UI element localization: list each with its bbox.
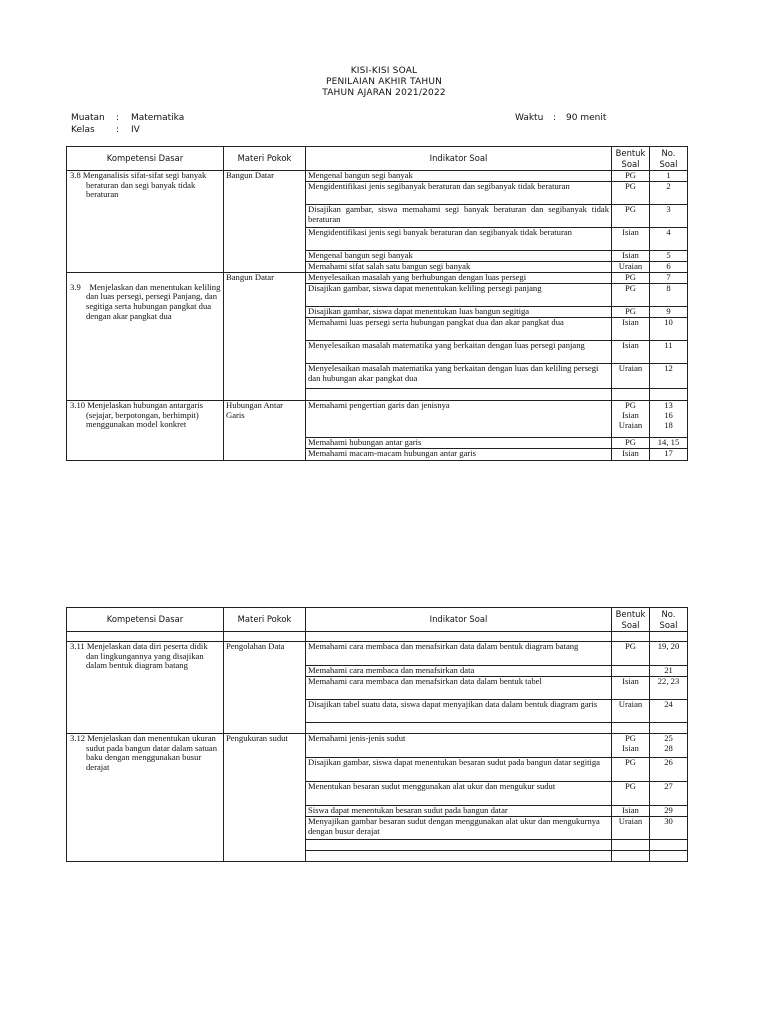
header-no: No. Soal bbox=[650, 608, 688, 632]
bentuk-cell: Isian bbox=[612, 677, 650, 700]
no-cell: 26 bbox=[650, 758, 688, 782]
indikator-cell: Menyelesaikan masalah yang berhubungan dengan luas persegi bbox=[306, 273, 612, 284]
bentuk-cell-empty bbox=[612, 723, 650, 734]
indikator-cell: Memahami cara membaca dan menafsirkan data dalam bentuk diagram batang bbox=[306, 642, 612, 666]
header-materi: Materi Pokok bbox=[224, 147, 306, 171]
bentuk-cell: Isian bbox=[612, 251, 650, 262]
materi-cell: Pengukuran sudut bbox=[224, 734, 306, 862]
materi-cell: Hubungan Antar Garis bbox=[224, 401, 306, 461]
materi-cell: Bangun Datar bbox=[224, 273, 306, 401]
empty-cell bbox=[612, 632, 650, 642]
no-cell: 12 bbox=[650, 364, 688, 389]
indikator-cell: Memahami pengertian garis dan jenisnya bbox=[306, 401, 612, 438]
materi-cell: Bangun Datar bbox=[224, 171, 306, 273]
kd-cell: 3.9 Menjelaskan dan menentukan keliling dan luas persegi, persegi Panjang, dan segitiga serta hubungan pangkat dua dengan akar pangkat dua bbox=[67, 273, 224, 401]
bentuk-cell: PG bbox=[612, 307, 650, 318]
bentuk-cell: PG bbox=[612, 182, 650, 205]
waktu-label: Waktu bbox=[515, 113, 544, 123]
table-row bbox=[67, 171, 688, 182]
indikator-cell-empty bbox=[306, 851, 612, 862]
bentuk-cell-empty bbox=[612, 389, 650, 401]
table-header-row bbox=[67, 608, 688, 632]
no-cell: 6 bbox=[650, 262, 688, 273]
header-kd: Kompetensi Dasar bbox=[67, 608, 224, 632]
kelas-label: Kelas bbox=[71, 125, 95, 135]
kd-cell: 3.11 Menjelaskan data diri peserta didik dan lingkungannya yang disajikan dalam bentuk diagram batang bbox=[67, 642, 224, 734]
indikator-cell-empty bbox=[306, 723, 612, 734]
bentuk-cell-empty bbox=[612, 851, 650, 862]
bentuk-cell: Uraian bbox=[612, 700, 650, 723]
bentuk-cell: Isian bbox=[612, 806, 650, 817]
bentuk-cell: PG bbox=[612, 782, 650, 806]
bentuk-cell: PG bbox=[612, 171, 650, 182]
title-line-3: TAHUN AJARAN 2021/2022 bbox=[322, 88, 446, 98]
indikator-cell: Memahami luas persegi serta hubungan pangkat dua dan akar pangkat dua bbox=[306, 318, 612, 341]
meta-info bbox=[0, 112, 768, 138]
header-materi: Materi Pokok bbox=[224, 608, 306, 632]
title-line-2: PENILAIAN AKHIR TAHUN bbox=[325, 77, 443, 87]
indikator-cell: Memahami sifat salah satu bangun segi banyak bbox=[306, 262, 612, 273]
no-cell: 29 bbox=[650, 806, 688, 817]
no-cell: 30 bbox=[650, 817, 688, 840]
table-row-empty bbox=[67, 632, 688, 642]
header-bentuk: Bentuk Soal bbox=[612, 608, 650, 632]
no-cell: 8 bbox=[650, 284, 688, 307]
bentuk-cell: PG bbox=[612, 438, 650, 449]
muatan-label: Muatan bbox=[71, 113, 105, 123]
bentuk-cell: Uraian bbox=[612, 262, 650, 273]
table-row bbox=[67, 642, 688, 666]
no-cell: 27 bbox=[650, 782, 688, 806]
bentuk-cell: Isian bbox=[612, 449, 650, 461]
kd-cell: 3.8 Menganalisis sifat-sifat segi banyak beraturan dan segi banyak tidak beraturan bbox=[67, 171, 224, 273]
indikator-cell: Menentukan besaran sudut menggunakan alat ukur dan mengukur sudut bbox=[306, 782, 612, 806]
no-cell-empty bbox=[650, 851, 688, 862]
indikator-cell-empty bbox=[306, 389, 612, 401]
muatan-value: Matematika bbox=[131, 113, 185, 123]
kd-cell: 3.10 Menjelaskan hubungan antargaris (sejajar, berpotongan, berhimpit) menggunakan model konkret bbox=[67, 401, 224, 461]
bentuk-cell: PG bbox=[612, 642, 650, 666]
bentuk-cell: PG Isian bbox=[612, 734, 650, 758]
kelas-value: IV bbox=[131, 125, 140, 135]
header-no: No. Soal bbox=[650, 147, 688, 171]
bentuk-cell: PG bbox=[612, 284, 650, 307]
bentuk-cell: PG bbox=[612, 273, 650, 284]
bentuk-cell bbox=[612, 666, 650, 677]
bentuk-cell: PG bbox=[612, 758, 650, 782]
table-row bbox=[67, 734, 688, 758]
bentuk-cell: PG Isian Uraian bbox=[612, 401, 650, 438]
bentuk-cell: Isian bbox=[612, 228, 650, 251]
materi-cell: Pengolahan Data bbox=[224, 642, 306, 734]
table-row bbox=[67, 273, 688, 284]
indikator-cell: Disajikan gambar, siswa dapat menentukan luas bangun segitiga bbox=[306, 307, 612, 318]
waktu-value: 90 menit bbox=[566, 113, 607, 123]
indikator-cell: Mengenal bangun segi banyak bbox=[306, 171, 612, 182]
indikator-cell: Memahami hubungan antar garis bbox=[306, 438, 612, 449]
indikator-cell: Disajikan gambar, siswa dapat menentukan besaran sudut pada bangun datar segitiga bbox=[306, 758, 612, 782]
bentuk-cell: Uraian bbox=[612, 817, 650, 840]
no-cell: 24 bbox=[650, 700, 688, 723]
header-indikator: Indikator Soal bbox=[306, 608, 612, 632]
no-cell: 22, 23 bbox=[650, 677, 688, 700]
muatan-sep: : bbox=[116, 113, 120, 123]
indikator-cell: Mengenal bangun segi banyak bbox=[306, 251, 612, 262]
kisi-kisi-table-2 bbox=[66, 607, 688, 862]
document-title bbox=[0, 66, 768, 99]
table-header-row bbox=[67, 147, 688, 171]
bentuk-cell: PG bbox=[612, 205, 650, 228]
no-cell: 13 16 18 bbox=[650, 401, 688, 438]
no-cell: 21 bbox=[650, 666, 688, 677]
no-cell-empty bbox=[650, 840, 688, 851]
kisi-kisi-table-1 bbox=[66, 146, 688, 461]
no-cell: 25 28 bbox=[650, 734, 688, 758]
no-cell: 14, 15 bbox=[650, 438, 688, 449]
no-cell: 9 bbox=[650, 307, 688, 318]
no-cell: 2 bbox=[650, 182, 688, 205]
indikator-cell: Disajikan gambar, siswa dapat menentukan keliling persegi panjang bbox=[306, 284, 612, 307]
indikator-cell: Menyelesaikan masalah matematika yang berkaitan dengan luas dan keliling persegi dan hubungan akar pangkat dua bbox=[306, 364, 612, 389]
no-cell: 17 bbox=[650, 449, 688, 461]
header-indikator: Indikator Soal bbox=[306, 147, 612, 171]
indikator-cell: Siswa dapat menentukan besaran sudut pada bangun datar bbox=[306, 806, 612, 817]
no-cell: 3 bbox=[650, 205, 688, 228]
table-row bbox=[67, 401, 688, 438]
no-cell: 4 bbox=[650, 228, 688, 251]
no-cell: 10 bbox=[650, 318, 688, 341]
bentuk-cell: Isian bbox=[612, 341, 650, 364]
indikator-cell: Memahami macam-macam hubungan antar garis bbox=[306, 449, 612, 461]
no-cell: 1 bbox=[650, 171, 688, 182]
indikator-cell: Memahami jenis-jenis sudut bbox=[306, 734, 612, 758]
no-cell-empty bbox=[650, 389, 688, 401]
header-kd: Kompetensi Dasar bbox=[67, 147, 224, 171]
indikator-cell: Memahami cara membaca dan menafsirkan data dalam bentuk tabel bbox=[306, 677, 612, 700]
no-cell-empty bbox=[650, 723, 688, 734]
title-line-1: KISI-KISI SOAL bbox=[350, 66, 418, 76]
indikator-cell: Disajikan tabel suatu data, siswa dapat menyajikan data dalam bentuk diagram garis bbox=[306, 700, 612, 723]
no-cell: 7 bbox=[650, 273, 688, 284]
bentuk-cell-empty bbox=[612, 840, 650, 851]
no-cell: 11 bbox=[650, 341, 688, 364]
indikator-cell: Memahami cara membaca dan menafsirkan data bbox=[306, 666, 612, 677]
indikator-cell: Mengidentifikasi jenis segi banyak beraturan dan segibanyak tidak beraturan bbox=[306, 228, 612, 251]
no-cell: 19, 20 bbox=[650, 642, 688, 666]
empty-cell bbox=[67, 632, 224, 642]
empty-cell bbox=[650, 632, 688, 642]
kd-cell: 3.12 Menjelaskan dan menentukan ukuran sudut pada bangun datar dalam satuan baku dengan menggunakan busur derajat bbox=[67, 734, 224, 862]
indikator-cell: Menyelesaikan masalah matematika yang berkaitan dengan luas persegi panjang bbox=[306, 341, 612, 364]
bentuk-cell: Uraian bbox=[612, 364, 650, 389]
indikator-cell: Disajikan gambar, siswa memahami segi banyak beraturan dan segibanyak tidak beraturan bbox=[306, 205, 612, 228]
kelas-sep: : bbox=[116, 125, 120, 135]
no-cell: 5 bbox=[650, 251, 688, 262]
header-bentuk: Bentuk Soal bbox=[612, 147, 650, 171]
indikator-cell: Menyajikan gambar besaran sudut dengan menggunakan alat ukur dan mengukurnya dengan busur derajat bbox=[306, 817, 612, 840]
empty-cell bbox=[224, 632, 306, 642]
empty-cell bbox=[306, 632, 612, 642]
indikator-cell: Mengidentifikasi jenis segibanyak beraturan dan segibanyak tidak beraturan bbox=[306, 182, 612, 205]
bentuk-cell: Isian bbox=[612, 318, 650, 341]
waktu-sep: : bbox=[553, 113, 557, 123]
indikator-cell-empty bbox=[306, 840, 612, 851]
